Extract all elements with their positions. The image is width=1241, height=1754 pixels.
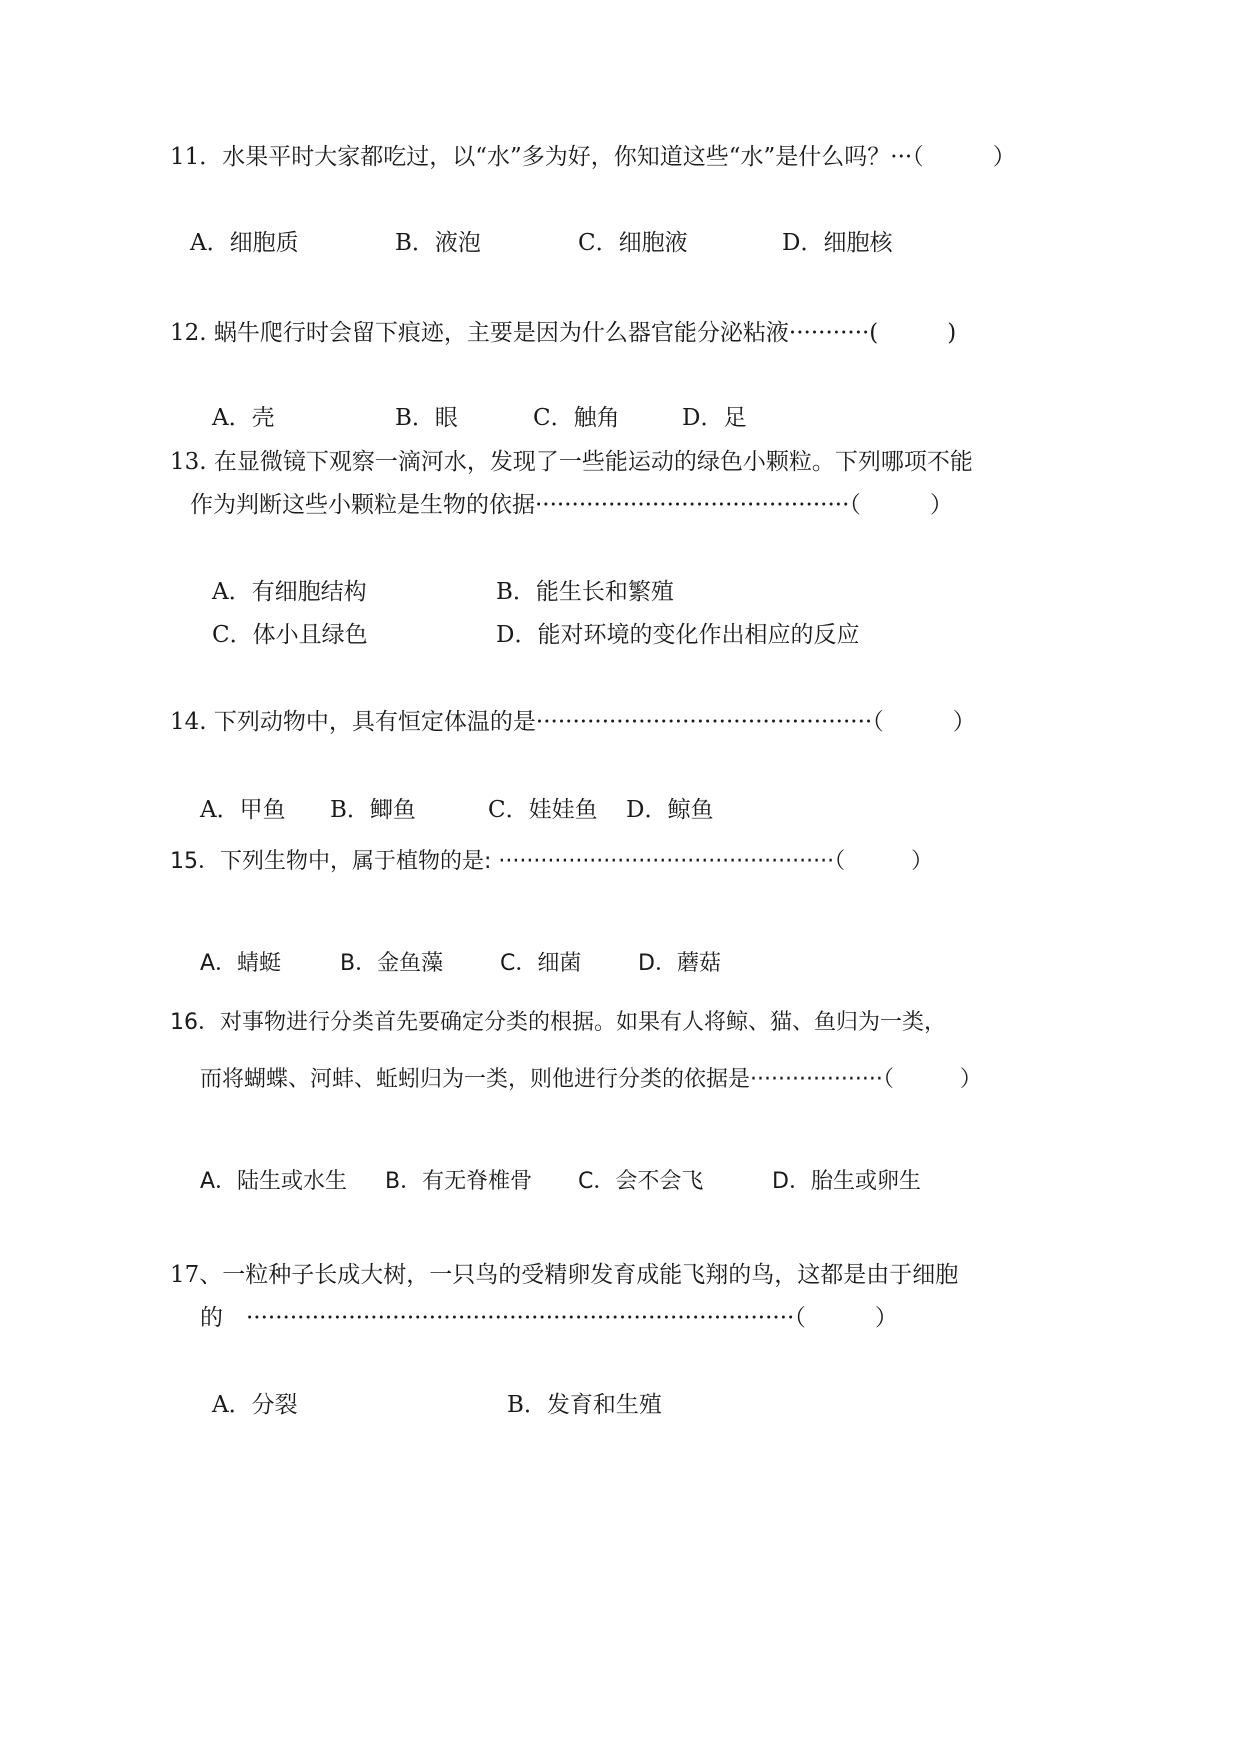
question-14-option-a: A．甲鱼 bbox=[200, 797, 286, 823]
question-13-option-a: A．有细胞结构 bbox=[212, 579, 367, 605]
question-12-option-b: B．眼 bbox=[395, 405, 458, 431]
question-17-option-b: B．发育和生殖 bbox=[507, 1392, 662, 1418]
question-13-option-d: D．能对环境的变化作出相应的反应 bbox=[496, 622, 860, 648]
question-11-option-c: C．细胞液 bbox=[578, 230, 688, 256]
question-13-option-b: B．能生长和繁殖 bbox=[496, 579, 674, 605]
question-17-stem-line-1: 17、一粒种子长成大树，一只鸟的受精卵发育成能飞翔的鸟，这都是由于细胞 bbox=[170, 1262, 959, 1288]
question-16-option-a: A．陆生或水生 bbox=[200, 1169, 348, 1194]
question-16-option-d: D．胎生或卵生 bbox=[772, 1169, 921, 1194]
question-15-option-d: D．蘑菇 bbox=[638, 951, 721, 976]
question-15-option-b: B．金鱼藻 bbox=[340, 951, 444, 976]
question-13-stem-line-1: 13. 在显微镜下观察一滴河水，发现了一些能运动的绿色小颗粒。下列哪项不能 bbox=[170, 449, 973, 475]
question-14-option-d: D．鲸鱼 bbox=[626, 797, 714, 823]
question-17-option-a: A．分裂 bbox=[212, 1392, 298, 1418]
question-14-stem: 14. 下列动物中，具有恒定体温的是··············································（ ） bbox=[170, 709, 976, 735]
question-15-stem: 15．下列生物中，属于植物的是: ················································（ ） bbox=[170, 849, 934, 874]
question-11-option-d: D．细胞核 bbox=[782, 230, 893, 256]
question-12-option-c: C．触角 bbox=[533, 405, 620, 431]
question-16-stem-line-1: 16．对事物进行分类首先要确定分类的根据。如果有人将鲸、猫、鱼归为一类， bbox=[170, 1010, 946, 1035]
question-16-stem-line-2: 而将蝴蝶、河蚌、蚯蚓归为一类，则他进行分类的依据是···················（ ） bbox=[200, 1067, 982, 1092]
question-13-stem-line-2: 作为判断这些小颗粒是生物的依据···········································（ ） bbox=[190, 492, 953, 518]
question-14-option-b: B．鲫鱼 bbox=[330, 797, 416, 823]
question-12-option-d: D．足 bbox=[682, 405, 747, 431]
question-15-option-c: C．细菌 bbox=[500, 951, 582, 976]
question-12-stem: 12. 蜗牛爬行时会留下痕迹，主要是因为什么器官能分泌粘液···········( ) bbox=[170, 320, 957, 346]
question-15-option-a: A．蜻蜓 bbox=[200, 951, 282, 976]
question-13-option-c: C．体小且绿色 bbox=[212, 622, 368, 648]
question-14-option-c: C．娃娃鱼 bbox=[488, 797, 598, 823]
question-11-option-b: B．液泡 bbox=[395, 230, 481, 256]
question-16-option-b: B．有无脊椎骨 bbox=[385, 1169, 533, 1194]
question-17-stem-line-2: 的 ···········································································（ ） bbox=[200, 1305, 898, 1331]
question-11-stem: 11．水果平时大家都吃过，以“水”多为好，你知道这些“水”是什么吗？···（ ） bbox=[170, 144, 1016, 170]
question-16-option-c: C．会不会飞 bbox=[578, 1169, 704, 1194]
question-11-option-a: A．细胞质 bbox=[190, 230, 299, 256]
question-12-option-a: A．壳 bbox=[212, 405, 275, 431]
